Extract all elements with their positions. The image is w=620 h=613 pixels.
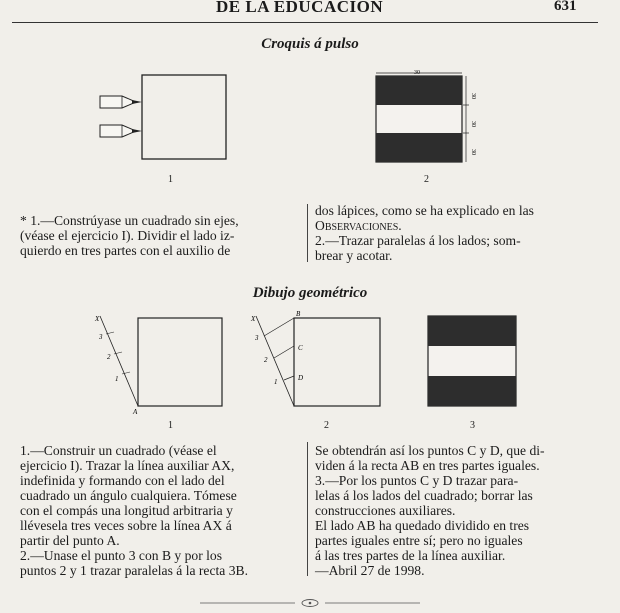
auxiliary-line-ax bbox=[100, 316, 138, 406]
dimension-label: 30 bbox=[470, 93, 476, 99]
dimension-label: 30 bbox=[470, 149, 476, 155]
text-line: 2.—Unase el punto 3 con B y por los bbox=[20, 548, 222, 563]
text-line: quierdo en tres partes con el auxilio de bbox=[20, 243, 231, 258]
figure-square-with-pencils bbox=[92, 70, 242, 170]
figure-label: 1 bbox=[168, 420, 173, 431]
dark-band bbox=[428, 376, 516, 406]
text-line: (véase el ejercicio I). Dividir el lado iz- bbox=[20, 228, 235, 243]
dark-band bbox=[376, 133, 462, 162]
page-number: 631 bbox=[554, 0, 577, 14]
point-label: D bbox=[298, 374, 304, 382]
text-line: —Abril 27 de 1998. bbox=[315, 563, 425, 578]
text-line: construcciones auxiliares. bbox=[315, 503, 456, 518]
point-label: X bbox=[95, 315, 100, 323]
section-heading-croquis: Croquis á pulso bbox=[261, 36, 359, 52]
column-divider bbox=[307, 442, 308, 576]
text-line: 1.—Construir un cuadrado (véase el bbox=[20, 443, 217, 458]
text-line: dos lápices, como se ha explicado en las bbox=[315, 203, 534, 218]
pencil-icon bbox=[100, 96, 142, 108]
figure-label: 3 bbox=[470, 420, 475, 431]
text-line: llévesela tres veces sobre la línea AX á bbox=[20, 518, 232, 533]
point-label: 1 bbox=[115, 375, 119, 383]
pencil-icon bbox=[100, 125, 142, 137]
dark-band bbox=[376, 76, 462, 105]
text-line: con el compás una longitud arbitraria y bbox=[20, 503, 233, 518]
point-label: 3 bbox=[99, 333, 103, 341]
header-rule bbox=[12, 22, 598, 23]
text-column-left bbox=[20, 443, 301, 578]
text-line: indefinida y formando con el lado del bbox=[20, 473, 225, 488]
text-line: lelas á los lados del cuadrado; borrar las bbox=[315, 488, 533, 503]
text-line: puntos 2 y 1 trazar paralelas á la recta 3B. bbox=[20, 563, 248, 578]
text-line: partes iguales entre sí; pero no iguales bbox=[315, 533, 523, 548]
point-label: B bbox=[296, 310, 301, 318]
text-line: * 1.—Constrúyase un cuadrado sin ejes, bbox=[20, 213, 239, 228]
point-label: 3 bbox=[255, 334, 259, 342]
footer-ornament bbox=[200, 598, 420, 608]
text-line: 2.—Trazar paralelas á los lados; som- bbox=[315, 233, 521, 248]
text-line: Se obtendrán así los puntos C y D, que di- bbox=[315, 443, 545, 458]
text-column-right bbox=[315, 203, 600, 263]
figure-square-divided-side bbox=[244, 306, 394, 416]
point-label: C bbox=[298, 344, 303, 352]
text-line: Observaciones. bbox=[315, 218, 402, 233]
dimension-label: 30 bbox=[414, 70, 420, 76]
text-line: brear y acotar. bbox=[315, 248, 393, 263]
text-line: El lado AB ha quedado dividido en tres bbox=[315, 518, 530, 533]
point-label: 2 bbox=[264, 356, 268, 364]
square-outline bbox=[142, 75, 226, 159]
dark-band bbox=[428, 316, 516, 346]
point-label: 2 bbox=[107, 353, 111, 361]
text-column-right bbox=[315, 443, 600, 578]
text-line: partir del punto A. bbox=[20, 533, 120, 548]
text-line: ejercicio I). Trazar la línea auxiliar AX, bbox=[20, 458, 235, 473]
dimension-label: 30 bbox=[470, 121, 476, 127]
figure-label: 1 bbox=[168, 174, 173, 185]
point-label: X bbox=[251, 315, 256, 323]
figure-square-auxiliary-line bbox=[88, 306, 238, 416]
column-divider bbox=[307, 204, 308, 262]
figure-label: 2 bbox=[424, 174, 429, 185]
line-3b bbox=[264, 318, 294, 336]
text-line: viden á la recta AB en tres partes iguales. bbox=[315, 458, 540, 473]
figure-label: 2 bbox=[324, 420, 329, 431]
point-label: A bbox=[133, 408, 138, 416]
text-line: á las tres partes de la línea auxiliar. bbox=[315, 548, 506, 563]
text-column-left bbox=[20, 213, 301, 258]
text-line: 3.—Por los puntos C y D trazar para- bbox=[315, 473, 519, 488]
section-heading-dibujo: Dibujo geométrico bbox=[252, 285, 368, 301]
point-label: 1 bbox=[274, 378, 278, 386]
text-line: cuadrado un ángulo cualquiera. Tómese bbox=[20, 488, 237, 503]
figure-striped-square-dimensioned bbox=[370, 66, 490, 166]
figure-striped-square bbox=[426, 312, 522, 410]
running-head: DE LA EDUCACION bbox=[216, 0, 384, 16]
